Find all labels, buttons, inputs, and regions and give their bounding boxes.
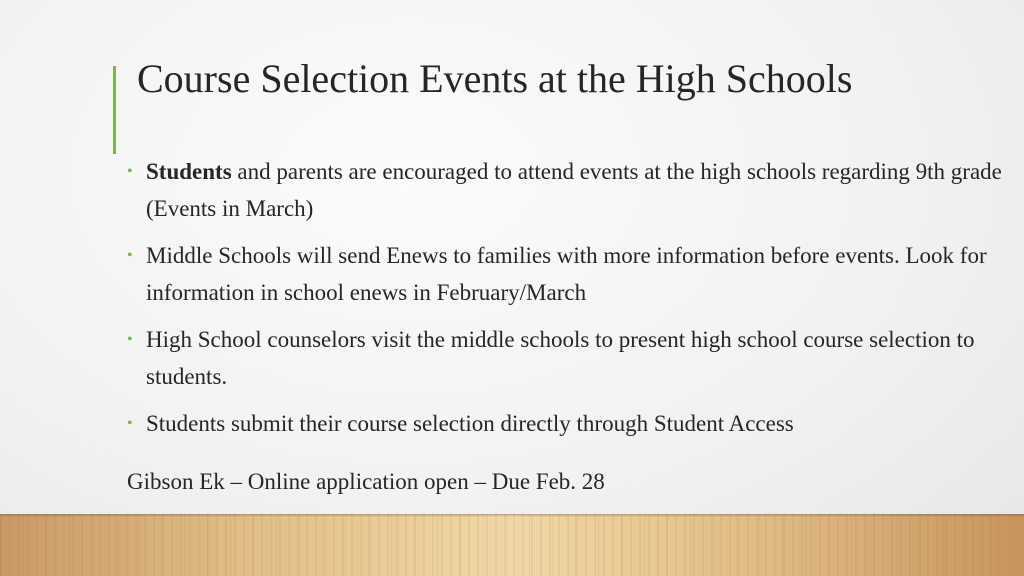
- floor-shadow-edge: [0, 514, 1024, 517]
- bullet-dot-icon: •: [127, 331, 133, 348]
- bullet-item: [127, 405, 1007, 442]
- slide-title: Course Selection Events at the High Schools: [137, 56, 853, 101]
- bullet-text: Students submit their course selection directly through Student Access: [146, 411, 794, 436]
- gibson-ek-note: Gibson Ek – Online application open – Due Feb. 28: [127, 469, 605, 494]
- wood-floor-decoration: [0, 514, 1024, 576]
- bullet-dot-icon: •: [127, 415, 133, 432]
- bullet-item: [127, 237, 1007, 311]
- title-accent-bar: [113, 66, 116, 154]
- bullet-bold-text: Students: [146, 159, 232, 184]
- bullet-list: [127, 153, 1007, 452]
- bullet-dot-icon: •: [127, 247, 133, 264]
- bullet-text: and parents are encouraged to attend events at the high schools regarding 9th grade (Events in March): [146, 159, 1002, 221]
- bullet-item: [127, 321, 1007, 395]
- bullet-text: Middle Schools will send Enews to families with more information before events. Look for information in school enews in February/March: [146, 243, 987, 305]
- bullet-dot-icon: •: [127, 163, 133, 180]
- bullet-text: High School counselors visit the middle schools to present high school course selection to students.: [146, 327, 975, 389]
- bullet-item: [127, 153, 1007, 227]
